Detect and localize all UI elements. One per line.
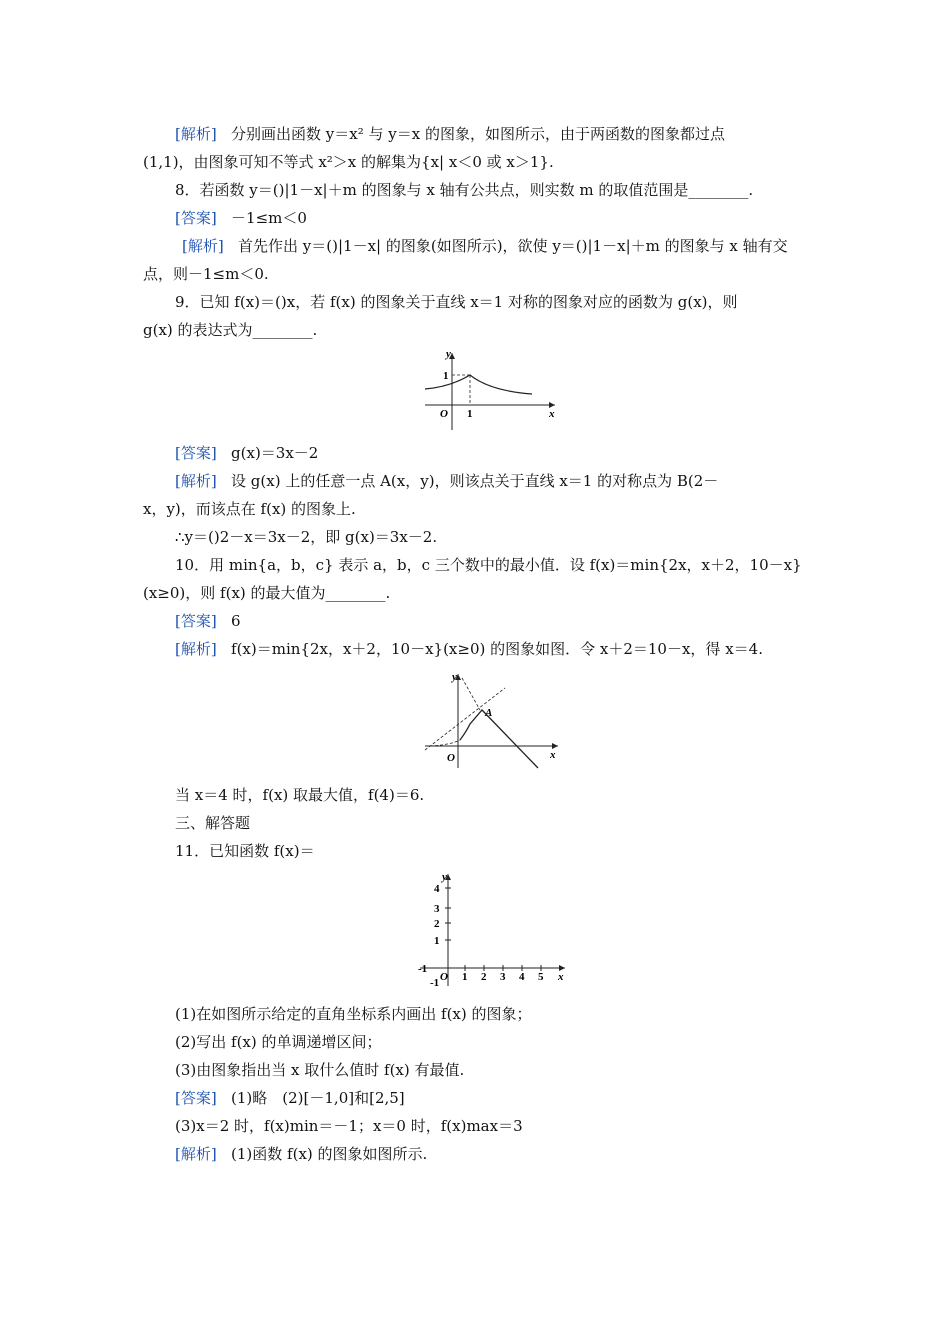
x-tick: -1 bbox=[418, 963, 428, 975]
answer-tag: [答案] bbox=[175, 612, 217, 630]
question-11-part3: (3)由图象指出当 x 取什么值时 f(x) 有最值. bbox=[175, 1061, 465, 1079]
y-label: y bbox=[442, 871, 447, 883]
y-label: y bbox=[452, 671, 457, 683]
analysis-9: 设 g(x) 上的任意一点 A(x，y)，则该点关于直线 x＝1 的对称点为 B(2－ bbox=[231, 472, 719, 490]
question-11-part2: (2)写出 f(x) 的单调递增区间； bbox=[175, 1033, 382, 1051]
figure-q9 bbox=[420, 345, 560, 435]
y-tick-1: 1 bbox=[443, 370, 449, 382]
analysis-8: 首先作出 y＝()|1－x| 的图象(如图所示)，欲使 y＝()|1－x|＋m 的图象与 x 轴有交 bbox=[238, 237, 788, 255]
answer-8: －1≤m＜0 bbox=[231, 209, 307, 227]
answer-tag: [答案] bbox=[175, 444, 217, 462]
text-line bbox=[175, 443, 318, 463]
graph-fx bbox=[460, 710, 538, 768]
analysis-8-cont: 点，则－1≤m＜0. bbox=[143, 265, 269, 283]
analysis-tag: [解析] bbox=[175, 125, 217, 143]
y-tick: 1 bbox=[434, 935, 440, 947]
text-line bbox=[175, 1088, 405, 1108]
analysis-11: (1)函数 f(x) 的图象如图所示. bbox=[231, 1145, 428, 1163]
x-tick: 2 bbox=[481, 971, 487, 983]
conclusion-10: 当 x＝4 时，f(x) 取最大值，f(4)＝6. bbox=[175, 786, 425, 804]
answer-11: (1)略 (2)[－1,0]和[2,5] bbox=[231, 1089, 405, 1107]
x-tick: 3 bbox=[500, 971, 506, 983]
question-9: 9．已知 f(x)＝()x，若 f(x) 的图象关于直线 x＝1 对称的图象对应的函数为 g(x)，则 bbox=[175, 293, 738, 311]
answer-10: 6 bbox=[231, 612, 241, 630]
figure-q11-axes bbox=[410, 868, 570, 990]
figure-q10 bbox=[420, 668, 565, 773]
y-tick: -1 bbox=[430, 977, 440, 989]
x-tick: 5 bbox=[538, 971, 544, 983]
analysis-text-1: 分别画出函数 y＝x² 与 y＝x 的图象，如图所示，由于两函数的图象都过点 bbox=[231, 125, 725, 143]
question-10: 10．用 min{a，b，c} 表示 a，b，c 三个数中的最小值．设 f(x)＝min{2x，x＋2，10－x} bbox=[175, 556, 802, 574]
question-9-cont: g(x) 的表达式为________. bbox=[143, 321, 318, 339]
text-line bbox=[175, 1144, 427, 1164]
dashed-line-10minusx bbox=[462, 678, 480, 710]
curve-gx bbox=[425, 375, 532, 394]
analysis-tag: [解析] bbox=[182, 237, 224, 255]
answer-11-cont: (3)x＝2 时，f(x)min＝－1；x＝0 时，f(x)max＝3 bbox=[175, 1117, 523, 1135]
text-line bbox=[175, 471, 718, 491]
analysis-tag: [解析] bbox=[175, 1145, 217, 1163]
y-tick: 4 bbox=[434, 883, 440, 895]
x-tick-1: 1 bbox=[467, 408, 473, 420]
origin-label: O bbox=[440, 971, 448, 983]
analysis-tag: [解析] bbox=[175, 472, 217, 490]
section-heading: 三、解答题 bbox=[175, 814, 251, 832]
question-8: 8．若函数 y＝()|1－x|＋m 的图象与 x 轴有公共点，则实数 m 的取值范围是________. bbox=[175, 181, 754, 199]
analysis-10: f(x)＝min{2x，x＋2，10－x}(x≥0) 的图象如图．令 x＋2＝10－x，得 x＝4. bbox=[231, 640, 763, 658]
y-label: y bbox=[446, 348, 451, 360]
analysis-text-2: (1,1)，由图象可知不等式 x²＞x 的解集为{x| x＜0 或 x＞1}. bbox=[143, 153, 554, 171]
x-label: x bbox=[550, 749, 556, 761]
question-11: 11．已知函数 f(x)＝ bbox=[175, 842, 315, 860]
analysis-9-cont: x，y)，而该点在 f(x) 的图象上. bbox=[143, 500, 356, 518]
question-10-cont: (x≥0)，则 f(x) 的最大值为________. bbox=[143, 584, 391, 602]
analysis-tag: [解析] bbox=[175, 640, 217, 658]
point-a-label: A bbox=[485, 707, 493, 719]
answer-9: g(x)＝3x－2 bbox=[231, 444, 319, 462]
y-tick: 2 bbox=[434, 918, 440, 930]
answer-tag: [答案] bbox=[175, 209, 217, 227]
answer-tag: [答案] bbox=[175, 1089, 217, 1107]
y-tick: 3 bbox=[434, 903, 440, 915]
x-label: x bbox=[558, 971, 564, 983]
dashed-line-xplus2 bbox=[425, 688, 505, 750]
origin-label: O bbox=[447, 752, 455, 764]
text-line bbox=[175, 208, 307, 228]
x-tick: 4 bbox=[519, 971, 525, 983]
x-label: x bbox=[549, 408, 555, 420]
text-line bbox=[175, 124, 725, 144]
text-line bbox=[175, 611, 241, 631]
text-line bbox=[175, 639, 763, 659]
x-tick: 1 bbox=[462, 971, 468, 983]
text-line bbox=[182, 236, 788, 256]
origin-label: O bbox=[440, 408, 448, 420]
question-11-part1: (1)在如图所示给定的直角坐标系内画出 f(x) 的图象； bbox=[175, 1005, 532, 1023]
analysis-9-cont2: ∴y＝()2－x＝3x－2，即 g(x)＝3x－2. bbox=[175, 528, 438, 546]
